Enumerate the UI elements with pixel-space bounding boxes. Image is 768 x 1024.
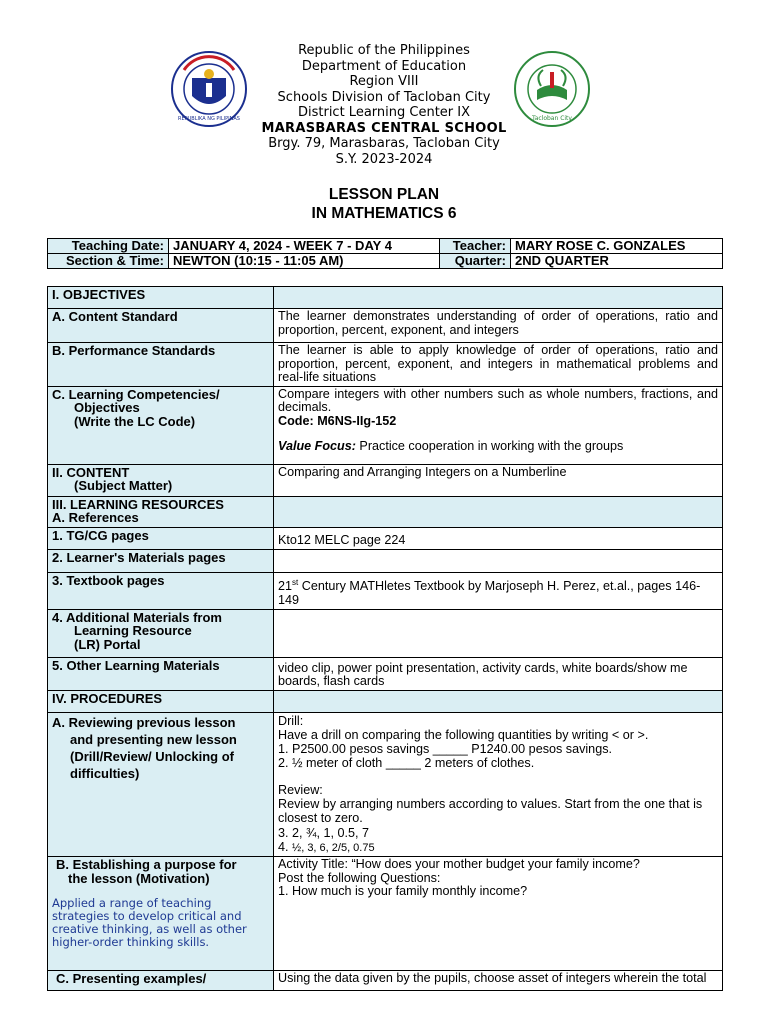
review-item-4-number: 4. (278, 839, 293, 854)
activity-title: Activity Title: “How does your mother budget your family income? (278, 857, 640, 872)
additional-label (48, 609, 274, 657)
additional-label-1: 4. Additional Materials from (52, 609, 222, 625)
drill-item-2: 2. ½ meter of cloth _____ 2 meters of clothes. (278, 756, 535, 771)
content-text: Comparing and Arranging Integers on a Numberline (274, 464, 723, 496)
review-title: Review: (278, 782, 323, 797)
document-title (0, 185, 768, 223)
value-focus (278, 440, 718, 454)
svg-text:REPUBLIKA NG PILIPINAS: REPUBLIKA NG PILIPINAS (178, 116, 240, 122)
review-item-4 (278, 840, 718, 855)
drill-item-1: 1. P2500.00 pesos savings _____ P1240.00 pesos savings. (278, 742, 612, 757)
header-department: Department of Education (301, 58, 467, 74)
resources-label (48, 496, 274, 527)
tgcg-label: 1. TG/CG pages (48, 527, 274, 549)
header-address: Brgy. 79, Marasbaras, Tacloban City (268, 136, 500, 151)
review-item-4-values: ½, 3, 6, 2/5, 0.75 (292, 841, 375, 854)
row-review (48, 712, 723, 857)
title-line-2: IN MATHEMATICS 6 (311, 205, 457, 222)
svg-text:Tacloban City: Tacloban City (532, 115, 572, 122)
content-label-1: II. CONTENT (52, 464, 130, 480)
info-table (47, 238, 723, 269)
procedures-empty (274, 690, 723, 712)
textbook-text: Century MATHletes Textbook by Marjoseph H. Perez, et.al., pages 146-149 (278, 579, 701, 607)
row-purpose (48, 857, 723, 971)
row-content-standard (48, 309, 723, 343)
row-tgcg (48, 527, 723, 549)
textbook-ordinal: 21 (278, 579, 293, 594)
post-questions: Post the following Questions: (278, 870, 441, 885)
lm-label: 2. Learner's Materials pages (48, 549, 274, 572)
performance-label: B. Performance Standards (48, 343, 274, 387)
purpose-label-1: B. Establishing a purpose for (56, 857, 237, 873)
info-row-section (48, 254, 723, 269)
review-cell (274, 712, 723, 857)
lesson-plan-table (47, 286, 723, 991)
section-value: NEWTON (10:15 - 11:05 AM) (169, 254, 440, 269)
competencies-text: Compare integers with other numbers such as whole numbers, fractions, and decimals. (278, 386, 718, 414)
drill-intro: Have a drill on comparing the following quantities by writing < or >. (278, 727, 649, 742)
resources-empty (274, 496, 723, 527)
review-intro: Review by arranging numbers according to values. Start from the one that is closest to zero. (278, 796, 703, 826)
row-procedures (48, 690, 723, 712)
question-1: 1. How much is your family monthly income? (278, 884, 528, 899)
procedures-heading: IV. PROCEDURES (48, 690, 274, 712)
other-materials-text: video clip, power point presentation, activity cards, white boards/show me boards, flash cards (274, 657, 723, 690)
additional-label-2: Learning Resource (74, 623, 192, 638)
header-republic: Republic of the Philippines (298, 43, 470, 58)
review-label-1: A. Reviewing previous lesson (52, 714, 236, 730)
content-label-2: (Subject Matter) (74, 478, 173, 493)
info-row-date (48, 239, 723, 254)
teaching-date-label: Teaching Date: (48, 239, 169, 254)
performance-text: The learner is able to apply knowledge of order of operations, ratio and proportion, percent, exponent, and integers in mathematical problems and real-life situations (274, 343, 723, 387)
value-focus-label: Value Focus: (278, 439, 356, 453)
header-region: Region VIII (349, 74, 419, 89)
row-lm (48, 549, 723, 572)
row-additional (48, 609, 723, 657)
teacher-label: Teacher: (440, 239, 511, 254)
objectives-empty (274, 287, 723, 309)
content-standard-text: The learner demonstrates understanding of order of operations, ratio and proportion, percent, exponent, and integers (274, 309, 723, 343)
teacher-value: MARY ROSE C. GONZALES (511, 239, 723, 254)
content-standard-label: A. Content Standard (48, 309, 274, 343)
additional-label-3: (LR) Portal (74, 636, 141, 652)
quarter-label: Quarter: (440, 254, 511, 269)
header-school-year: S.Y. 2023-2024 (335, 151, 433, 167)
row-content (48, 464, 723, 496)
additional-empty (274, 609, 723, 657)
tgcg-text: Kto12 MELC page 224 (274, 527, 723, 549)
purpose-label-2: the lesson (Motivation) (68, 870, 210, 886)
review-label-2: and presenting new lesson (70, 731, 237, 747)
resources-label-1: III. LEARNING RESOURCES (52, 496, 224, 512)
header-school-name: MARASBARAS CENTRAL SCHOOL (261, 120, 507, 136)
row-objectives (48, 287, 723, 309)
content-label (48, 464, 274, 496)
textbook-label: 3. Textbook pages (48, 572, 274, 609)
lc-code: Code: M6NS-IIg-152 (278, 413, 397, 428)
competencies-label-1: C. Learning Competencies/ (52, 386, 220, 402)
purpose-note: Applied a range of teaching strategies to develop critical and creative thinking, as well as other higher-order thinking skills. (52, 896, 247, 950)
header-district: District Learning Center IX (297, 105, 471, 120)
title-line-1: LESSON PLAN (328, 186, 440, 203)
competencies-label (48, 386, 274, 464)
row-textbook (48, 572, 723, 609)
row-presenting (48, 971, 723, 991)
row-competencies (48, 386, 723, 464)
textbook-cell (274, 572, 723, 609)
value-focus-text: Practice cooperation in working with the groups (355, 439, 624, 453)
review-label-4: difficulties) (70, 765, 140, 781)
competencies-label-3: (Write the LC Code) (74, 413, 196, 429)
textbook-ordinal-suffix: st (292, 578, 299, 588)
section-label: Section & Time: (48, 254, 169, 269)
review-label (48, 712, 274, 857)
quarter-value: 2ND QUARTER (511, 254, 723, 269)
presenting-label: C. Presenting examples/ (48, 971, 274, 991)
row-performance (48, 343, 723, 387)
row-other-materials (48, 657, 723, 690)
drill-title: Drill: (278, 713, 304, 728)
purpose-cell (274, 857, 723, 971)
row-resources (48, 496, 723, 527)
document-header (0, 43, 768, 167)
purpose-label (48, 857, 274, 971)
competencies-label-2: Objectives (74, 400, 140, 415)
review-label-3: (Drill/Review/ Unlocking of (70, 748, 234, 764)
lm-empty (274, 549, 723, 572)
presenting-text: Using the data given by the pupils, choose asset of integers wherein the total (274, 971, 723, 991)
other-materials-label: 5. Other Learning Materials (48, 657, 274, 690)
competencies-cell (274, 386, 723, 464)
resources-label-2: A. References (52, 510, 139, 525)
header-division: Schools Division of Tacloban City (277, 89, 491, 105)
objectives-heading: I. OBJECTIVES (48, 287, 274, 309)
teaching-date-value: JANUARY 4, 2024 - WEEK 7 - DAY 4 (169, 239, 440, 254)
review-item-3: 3. 2, ¾, 1, 0.5, 7 (278, 825, 370, 840)
